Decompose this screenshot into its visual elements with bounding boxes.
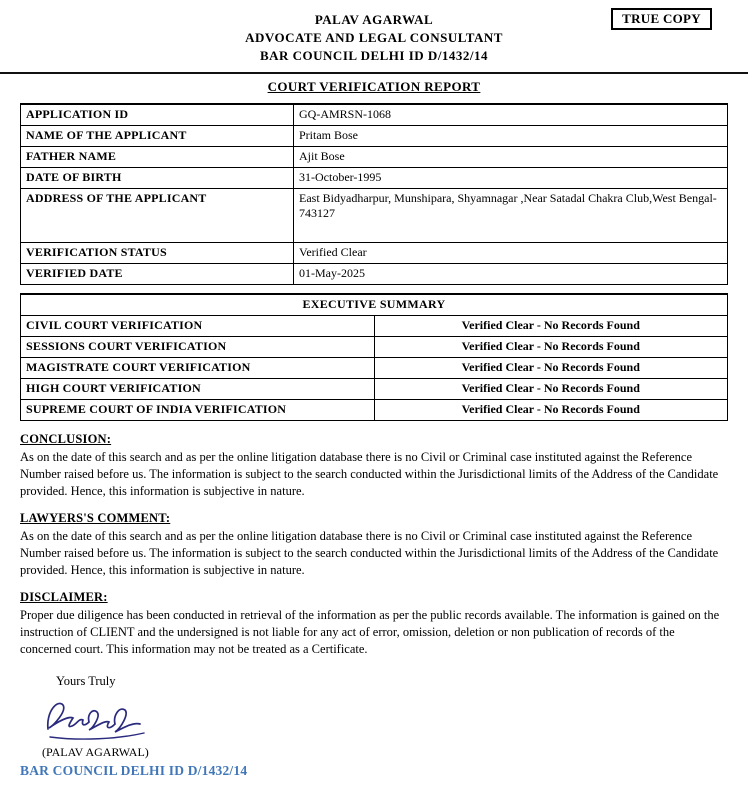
field-label: VERIFICATION STATUS [21, 243, 294, 264]
field-value: Verified Clear [294, 243, 728, 264]
verification-label: MAGISTRATE COURT VERIFICATION [21, 358, 375, 379]
closing-salutation: Yours Truly [56, 674, 116, 688]
verification-label: SUPREME COURT OF INDIA VERIFICATION [21, 400, 375, 421]
conclusion-body: As on the date of this search and as per the online litigation database there is no Civil or Criminal case instituted against the Reference Number raised before us. The information is subject to the search conducted within the Jurisdictional limits of the Address of the Candidate provided. Hence, this information is subjective in nature. [20, 450, 719, 498]
field-value: Pritam Bose [294, 126, 728, 147]
footer-bar-council-id: BAR COUNCIL DELHI ID D/1432/14 [20, 763, 248, 778]
field-value: East Bidyadharpur, Munshipara, Shyamnagar ,Near Satadal Chakra Club,West Bengal-743127 [294, 189, 728, 243]
verification-label: HIGH COURT VERIFICATION [21, 379, 375, 400]
report-title: COURT VERIFICATION REPORT [267, 79, 481, 94]
disclaimer-heading: DISCLAIMER: [20, 590, 108, 604]
verification-result: Verified Clear - No Records Found [374, 400, 728, 421]
table-row [21, 294, 728, 316]
conclusion-section [20, 432, 728, 500]
table-row [21, 104, 728, 126]
header-divider [0, 72, 748, 74]
disclaimer-body: Proper due diligence has been conducted in retrieval of the information as per the public records available. The information is gained on the instruction of CLIENT and the undersigned is not liable for any act of error, omission, deletion or non publication of records of the concerned court. This information may not be treated as a Certificate. [20, 608, 720, 656]
field-value: GQ-AMRSN-1068 [294, 104, 728, 126]
verification-label: SESSIONS COURT VERIFICATION [21, 337, 375, 358]
true-copy-stamp: TRUE COPY [611, 8, 712, 30]
table-row [21, 126, 728, 147]
lawyers-comment-body: As on the date of this search and as per the online litigation database there is no Civil or Criminal case instituted against the Reference Number raised before us. The information is subject to the search conducted within the Jurisdictional limits of the Address of the Candidate provided. Hence, this information is subjective in nature. [20, 529, 719, 577]
advocate-name: PALAV AGARWAL [314, 12, 434, 27]
field-label: ADDRESS OF THE APPLICANT [21, 189, 294, 243]
applicant-details-table [20, 103, 728, 285]
signature [38, 693, 748, 745]
conclusion-heading: CONCLUSION: [20, 432, 112, 446]
table-row [21, 147, 728, 168]
table-row [21, 379, 728, 400]
executive-summary-table [20, 293, 728, 421]
field-label: VERIFIED DATE [21, 264, 294, 285]
lawyers-comment-heading: LAWYERS'S COMMENT: [20, 511, 171, 525]
field-value: Ajit Bose [294, 147, 728, 168]
field-label: FATHER NAME [21, 147, 294, 168]
field-label: DATE OF BIRTH [21, 168, 294, 189]
table-row [21, 337, 728, 358]
table-row [21, 189, 728, 243]
table-row [21, 316, 728, 337]
verification-label: CIVIL COURT VERIFICATION [21, 316, 375, 337]
executive-summary-title: EXECUTIVE SUMMARY [21, 294, 728, 316]
table-row [21, 358, 728, 379]
bar-council-id: BAR COUNCIL DELHI ID D/1432/14 [259, 48, 489, 63]
lawyers-comment-section [20, 511, 728, 579]
field-label: NAME OF THE APPLICANT [21, 126, 294, 147]
table-row [21, 400, 728, 421]
signature-ink-icon [38, 693, 158, 745]
field-value: 31-October-1995 [294, 168, 728, 189]
table-row [21, 264, 728, 285]
disclaimer-section [20, 590, 728, 658]
verification-result: Verified Clear - No Records Found [374, 316, 728, 337]
table-row [21, 168, 728, 189]
field-label: APPLICATION ID [21, 104, 294, 126]
table-row [21, 243, 728, 264]
verification-result: Verified Clear - No Records Found [374, 379, 728, 400]
signatory-name: (PALAV AGARWAL) [42, 745, 149, 759]
advocate-role: ADVOCATE AND LEGAL CONSULTANT [245, 30, 503, 45]
field-value: 01-May-2025 [294, 264, 728, 285]
verification-result: Verified Clear - No Records Found [374, 358, 728, 379]
verification-result: Verified Clear - No Records Found [374, 337, 728, 358]
